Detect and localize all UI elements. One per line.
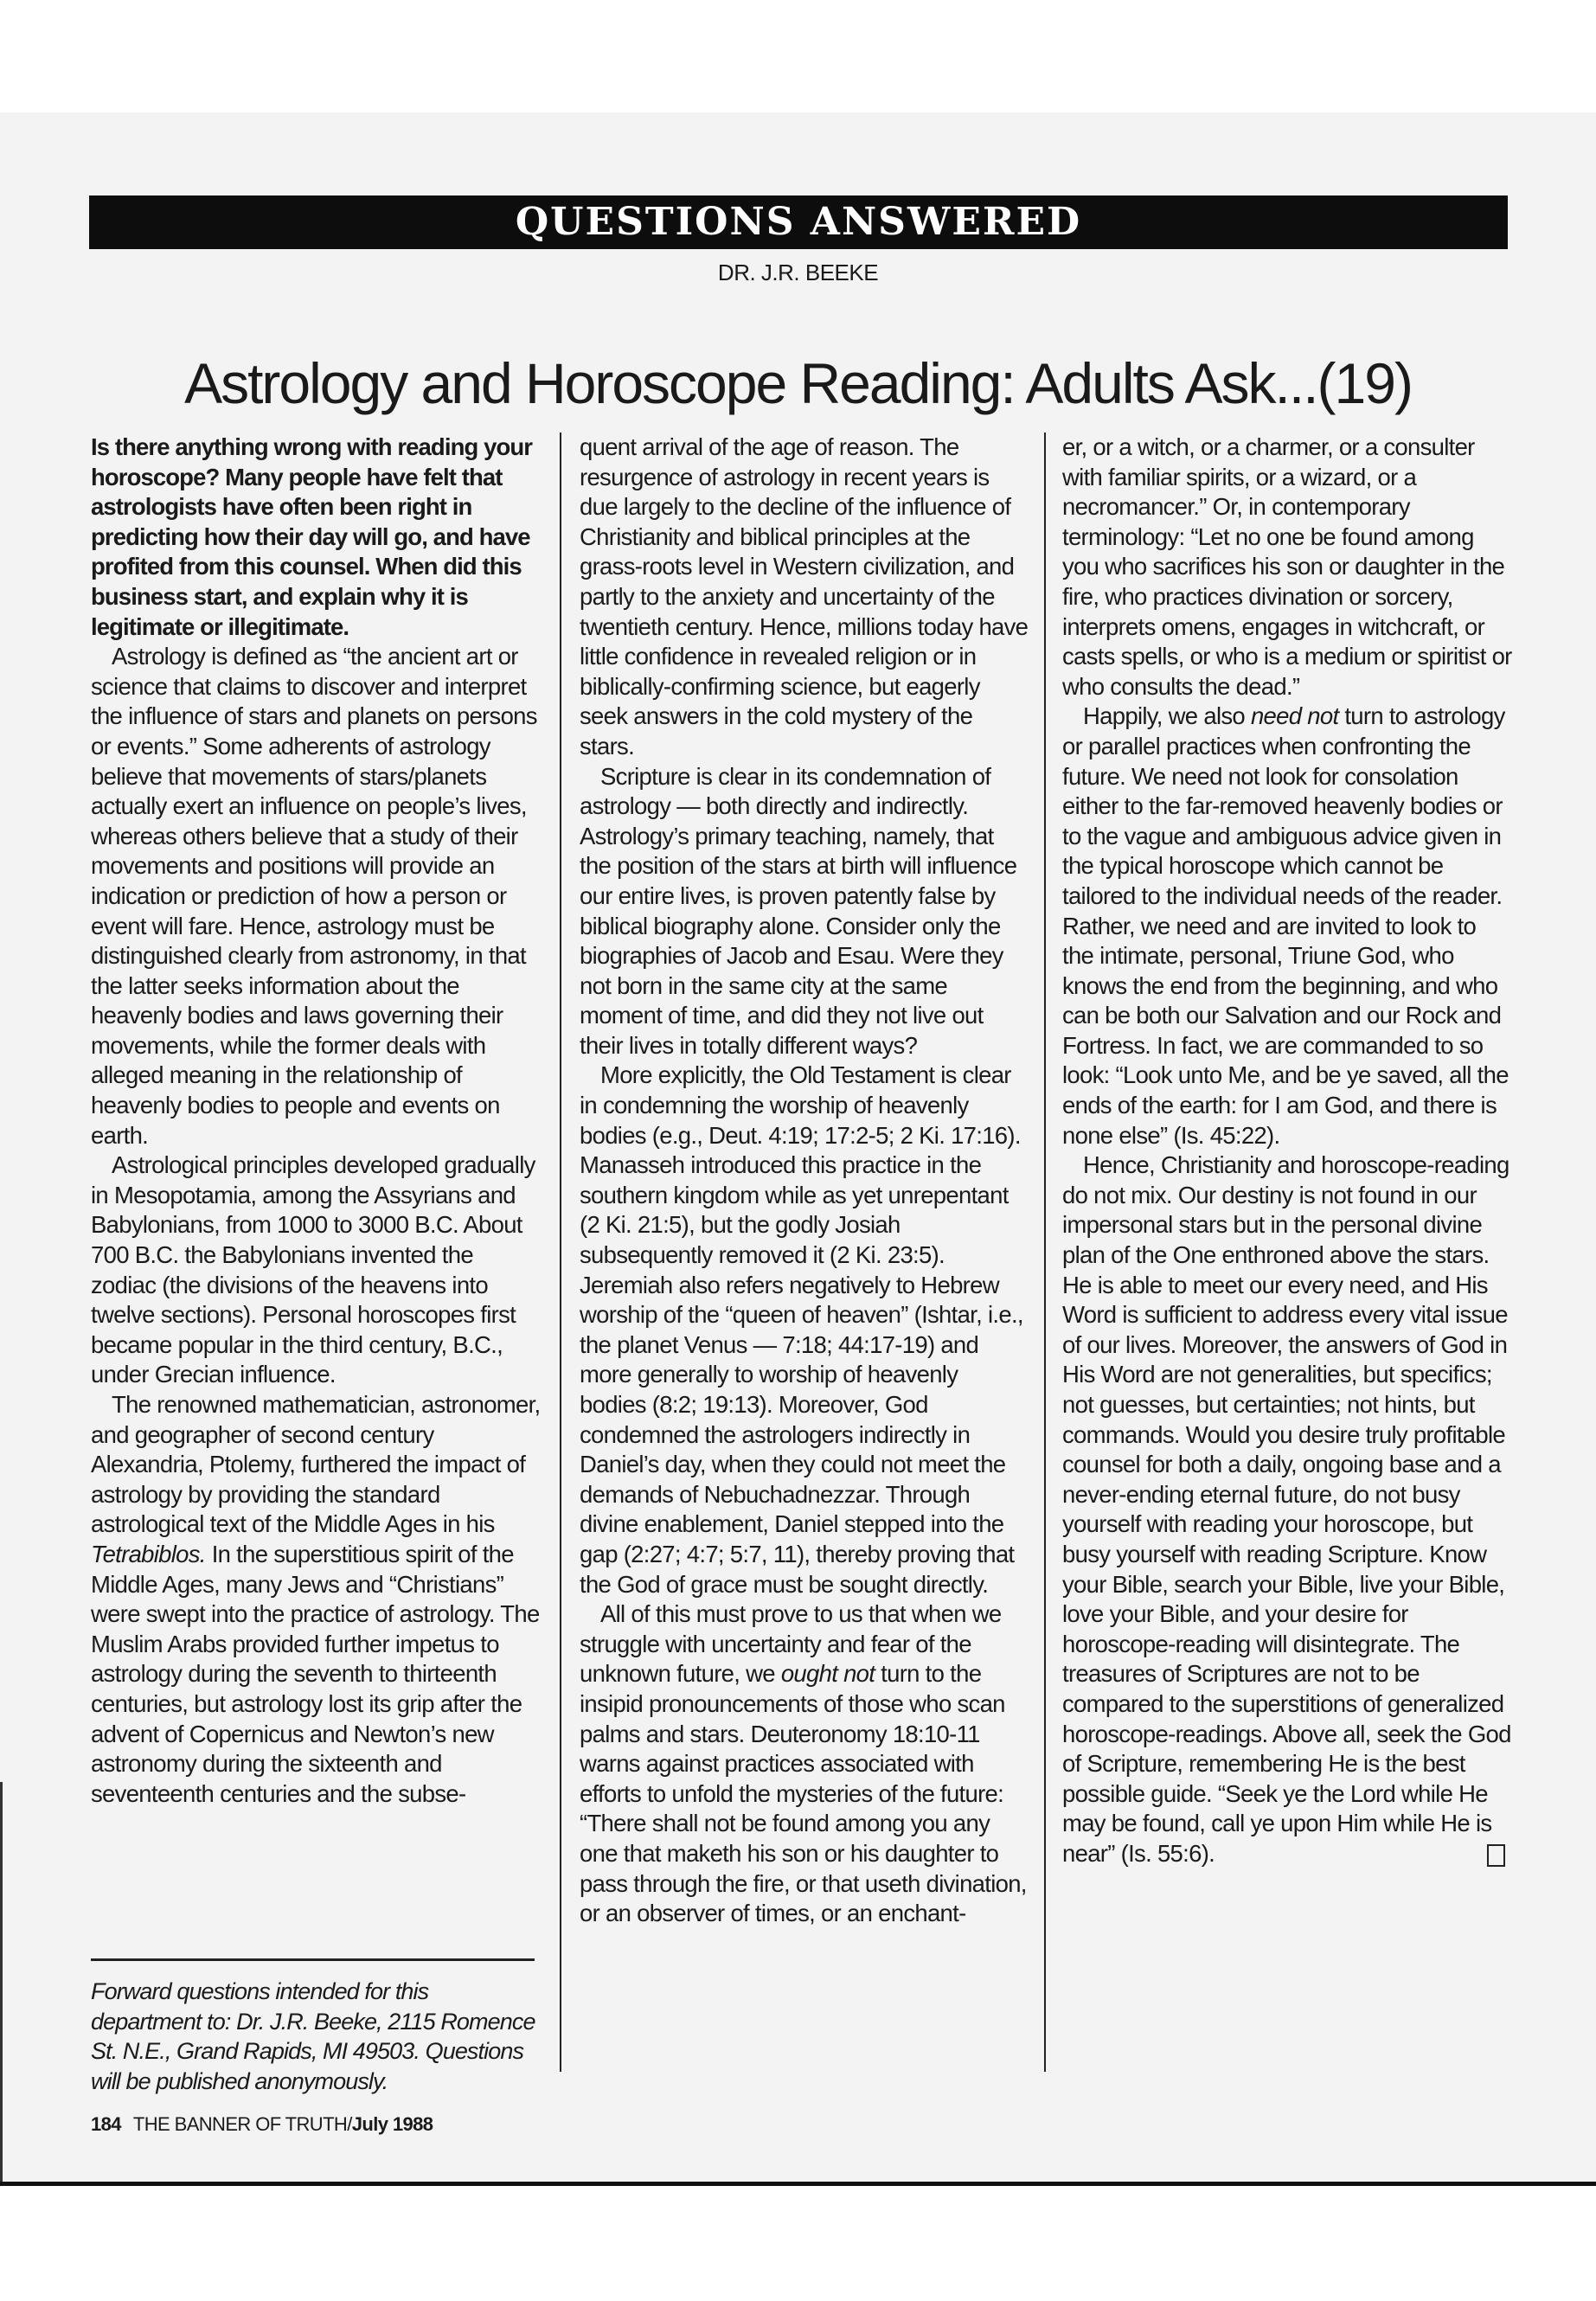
paragraph-text: Is there anything wrong with reading your horoscope? Many people have felt that astrologists have often been right in predicting how their day will go, and have profited from this counsel. When did this business start, and explain why it is legitimate or illegitimate. (91, 433, 533, 640)
page-number: 184 (91, 2113, 121, 2135)
paragraph-text: turn to the insipid pronouncements of those who scan palms and stars. Deuteronomy 18:10-11 warns against practices associated with efforts to unfold the mysteries of the future: “There shall not be found among you any one that maketh his son or his daughter to pass through the fire, or that useth divination, or an observer of times, or an enchant- (580, 1660, 1027, 1927)
body-paragraph (580, 1599, 1029, 1929)
paragraph-text: er, or a witch, or a charmer, or a consulter with familiar spirits, or a wizard, or a necromancer.” Or, in contemporary terminology: “Let no one be found among you who sacrifices his son or daughter in the fire, who practices divination or sorcery, interprets omens, engages in witchcraft, or casts spells, or who is a medium or spiritist or who consults the dead.” (1062, 433, 1512, 700)
section-banner (89, 195, 1508, 249)
article-title: Astrology and Horoscope Reading: Adults Ask...(19) (184, 351, 1412, 415)
body-paragraph (1062, 1150, 1512, 1868)
issue-date: July 1988 (351, 2113, 433, 2135)
column-divider (1044, 433, 1046, 2072)
paragraph-text: The renowned mathematician, astronomer, and geographer of second century Alexandria, Ptolemy, furthered the impact of astrology by providing the standard astrological text of the Middle Ages in his (91, 1391, 541, 1538)
paragraph-text: Astrological principles developed gradually in Mesopotamia, among the Assyrians and Babylonians, from 1000 to 3000 B.C. About 700 B.C. the Babylonians invented the zodiac (the divisions of the heavens into twelve sections). Personal horoscopes first became popular in the third century, B.C., under Grecian influence. (91, 1151, 535, 1388)
column-divider (560, 433, 561, 2072)
end-mark-icon (1487, 1844, 1505, 1867)
author-byline: DR. J.R. BEEKE (717, 260, 879, 285)
paragraph-text: Scripture is clear in its condemnation of astrology — both directly and indirectly. Astrology’s primary teaching, namely, that the position of the stars at birth will influence our entire lives, is proven patently false by biblical biography alone. Consider only the biographies of Jacob and Esau. Were they not born in the same city at the same moment of time, and did they not live out their lives in totally different ways? (580, 762, 1017, 1059)
publication-name: THE BANNER OF TRUTH/ (132, 2113, 352, 2135)
body-paragraph (91, 1150, 541, 1390)
body-paragraph (580, 1061, 1029, 1599)
body-paragraph (580, 762, 1029, 1061)
body-paragraph (580, 433, 1029, 762)
paragraph-text: All of this must prove to us that when we struggle with uncertainty and fear of the unknown future, we (580, 1600, 1002, 1688)
paragraph-text: Happily, we also (1083, 702, 1251, 730)
column-1 (91, 433, 541, 1809)
footnote: Forward questions intended for this department to: Dr. J.R. Beeke, 2115 Romence St. N.E., Grand Rapids, MI 49503. Questions will be published anonymously. (91, 1978, 535, 2094)
body-paragraph (91, 642, 541, 1150)
paragraph-text: quent arrival of the age of reason. The resurgence of astrology in recent years is due largely to the decline of the influence of Christianity and biblical principles at the grass-roots level in Western civilization, and partly to the anxiety and uncertainty of the twentieth century. Hence, millions today have little confidence in revealed religion or in biblically-confirming science, but eagerly seek answers in the cold mystery of the stars. (580, 433, 1029, 760)
paragraph-text: Astrology is defined as “the ancient art or science that claims to discover and interpret the influence of stars and planets on persons or events.” Some adherents of astrology believe that movements of stars/planets actually exert an influence on people’s lives, whereas others believe that a study of their movements and positions will provide an indication or prediction of how a person or event will fare. Hence, astrology must be distinguished clearly from astronomy, in that the latter seeks information about the heavenly bodies and laws governing their movements, while the former deals with alleged meaning in the relationship of heavenly bodies to people and events on earth. (91, 643, 537, 1149)
emphasis-text: Tetrabiblos. (91, 1540, 206, 1567)
body-paragraph (1062, 433, 1512, 702)
bottom-margin (0, 2186, 1596, 2301)
paragraph-text: Hence, Christianity and horoscope-reading do not mix. Our destiny is not found in our impersonal stars but in the personal divine plan of the One enthroned above the stars. He is able to meet our every need, and His Word is sufficient to address every vital issue of our lives. Moreover, the answers of God in His Word are not generalities, but specifics; not guesses, but certainties; not hints, but commands. Would you desire truly profitable counsel for both a daily, ongoing base and a never-ending eternal future, do not busy yourself with reading your horoscope, but busy yourself with reading Scripture. Know your Bible, search your Bible, live your Bible, love your Bible, and your desire for horoscope-reading will disintegrate. The treasures of Scriptures are not to be compared to the superstitions of generalized horoscope-readings. Above all, seek the God of Scripture, remembering He is the best possible guide. “Seek ye the Lord while He may be found, call ye upon Him while He is near” (Is. 55:6). (1062, 1151, 1511, 1867)
paragraph-text: turn to astrology or parallel practices when confronting the future. We need not look for consolation either to the far-removed heavenly bodies or to the vague and ambiguous advice given in the typical horoscope which cannot be tailored to the individual needs of the reader. Rather, we need and are invited to look to the intimate, personal, Triune God, who knows the end from the beginning, and who can be both our Salvation and our Rock and Fortress. In fact, we are commanded to so look: “Look unto Me, and be ye saved, all the ends of the earth: for I am God, and there is none else” (Is. 45:22). (1062, 702, 1509, 1149)
column-3 (1062, 433, 1512, 1869)
question-paragraph (91, 433, 541, 642)
column-2 (580, 433, 1029, 1929)
page-footer (91, 2113, 445, 2136)
body-paragraph (91, 1390, 541, 1809)
page-edge (0, 1782, 3, 2184)
paragraph-text: More explicitly, the Old Testament is clear in condemning the worship of heavenly bodies (e.g., Deut. 4:19; 17:2-5; 2 Ki. 17:16). Manasseh introduced this practice in the southern kingdom while as yet unrepentant (2 Ki. 21:5), but the godly Josiah subsequently removed it (2 Ki. 23:5). Jeremiah also refers negatively to Hebrew worship of the “queen of heaven” (Ishtar, i.e., the planet Venus — 7:18; 44:17-19) and more generally to worship of heavenly bodies (8:2; 19:13). Moreover, God condemned the astrologers indirectly in Daniel’s day, when they could not meet the demands of Nebuchadnezzar. Through divine enablement, Daniel stepped into the gap (2:27; 4:7; 5:7, 11), thereby proving that the God of grace must be sought directly. (580, 1061, 1023, 1598)
footnote-divider (91, 1958, 535, 1961)
paragraph-text: In the superstitious spirit of the Middle Ages, many Jews and “Christians” were swept into the practice of astrology. The Muslim Arabs provided further impetus to astrology during the seventh to thirteenth centuries, but astrology lost its grip after the advent of Copernicus and Newton’s new astronomy during the sixteenth and seventeenth centuries and the subse- (91, 1540, 540, 1807)
emphasis-text: ought not (780, 1660, 875, 1688)
emphasis-text: need not (1250, 702, 1339, 730)
section-title: QUESTIONS ANSWERED (515, 200, 1082, 244)
top-margin (0, 0, 1596, 112)
body-paragraph (1062, 702, 1512, 1150)
